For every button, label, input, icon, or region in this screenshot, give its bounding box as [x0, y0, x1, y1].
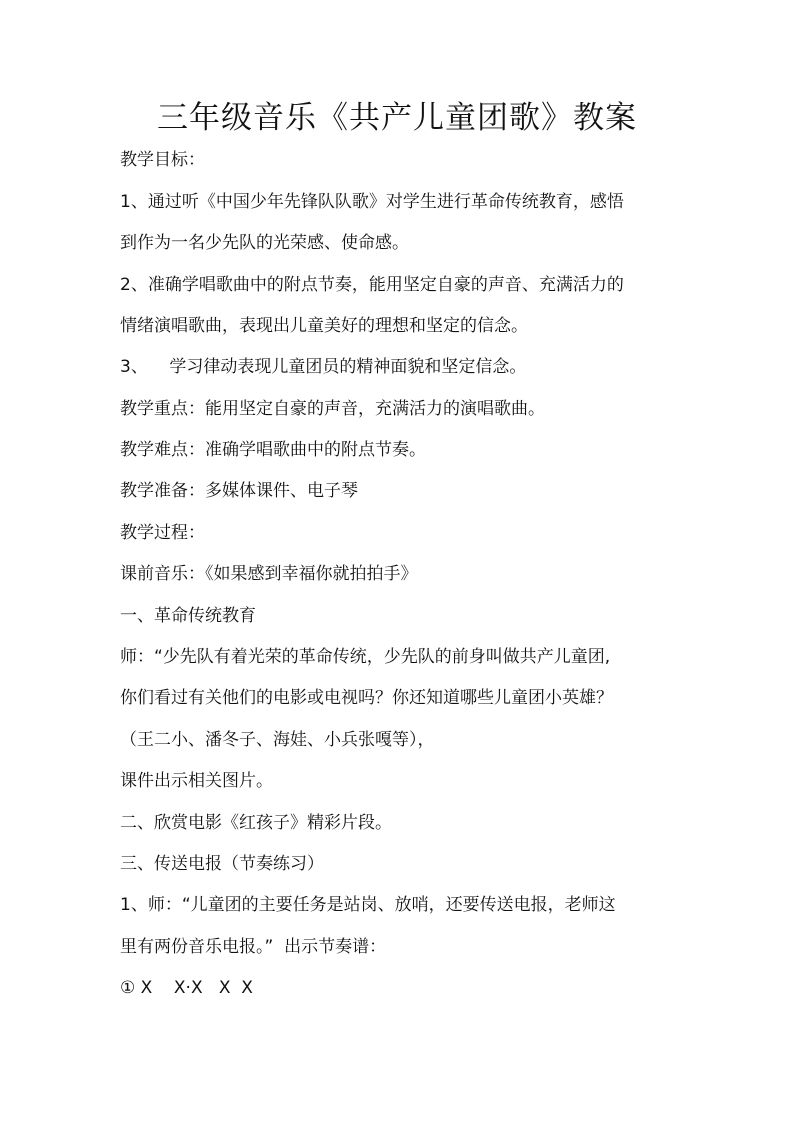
- part-1-heading: 一、革命传统教育: [120, 606, 256, 626]
- courseware-pictures: 课件出示相关图片。: [120, 771, 273, 791]
- part-2-heading: 二、欣赏电影《红孩子》精彩片段。: [120, 813, 392, 833]
- teacher-line-2: 你们看过有关他们的电影或电视吗？你还知道哪些儿童团小英雄？: [120, 688, 613, 708]
- teaching-key-point: 教学重点：能用坚定自豪的声音，充满活力的演唱歌曲。: [120, 399, 545, 419]
- teaching-difficulty: 教学难点：准确学唱歌曲中的附点节奏。: [120, 440, 426, 460]
- heroes-list: （王二小、潘冬子、海娃、小兵张嘎等），: [120, 730, 435, 750]
- telegram-line-1: 1、师：“儿童团的主要任务是站岗、放哨，还要传送电报，老师这: [120, 895, 616, 915]
- telegram-line-2: 里有两份音乐电报。” 出示节奏谱：: [120, 937, 387, 957]
- objective-2-line-1: 2、准确学唱歌曲中的附点节奏，能用坚定自豪的声音、充满活力的: [120, 275, 624, 295]
- teacher-line-1: 师：“少先队有着光荣的革命传统，少先队的前身叫做共产儿童团,: [120, 647, 611, 667]
- objective-1-line-2: 到作为一名少先队的光荣感、使命感。: [120, 233, 409, 253]
- section-heading-objectives: 教学目标：: [120, 150, 205, 170]
- rhythm-notation: ① X X·X X X: [120, 978, 253, 998]
- teaching-preparation: 教学准备：多媒体课件、电子琴: [120, 481, 358, 501]
- objective-3: 3、 学习律动表现儿童团员的精神面貌和坚定信念。: [120, 357, 527, 377]
- objective-2-line-2: 情绪演唱歌曲，表现出儿童美好的理想和坚定的信念。: [120, 316, 528, 336]
- document-title: 三年级音乐《共产儿童团歌》教案: [157, 100, 637, 136]
- section-heading-process: 教学过程：: [120, 523, 205, 543]
- part-3-heading: 三、传送电报（节奏练习）: [120, 854, 324, 874]
- objective-1-line-1: 1、通过听《中国少年先锋队队歌》对学生进行革命传统教育，感悟: [120, 192, 624, 212]
- pre-class-music: 课前音乐：《如果感到幸福你就拍拍手》: [120, 564, 418, 584]
